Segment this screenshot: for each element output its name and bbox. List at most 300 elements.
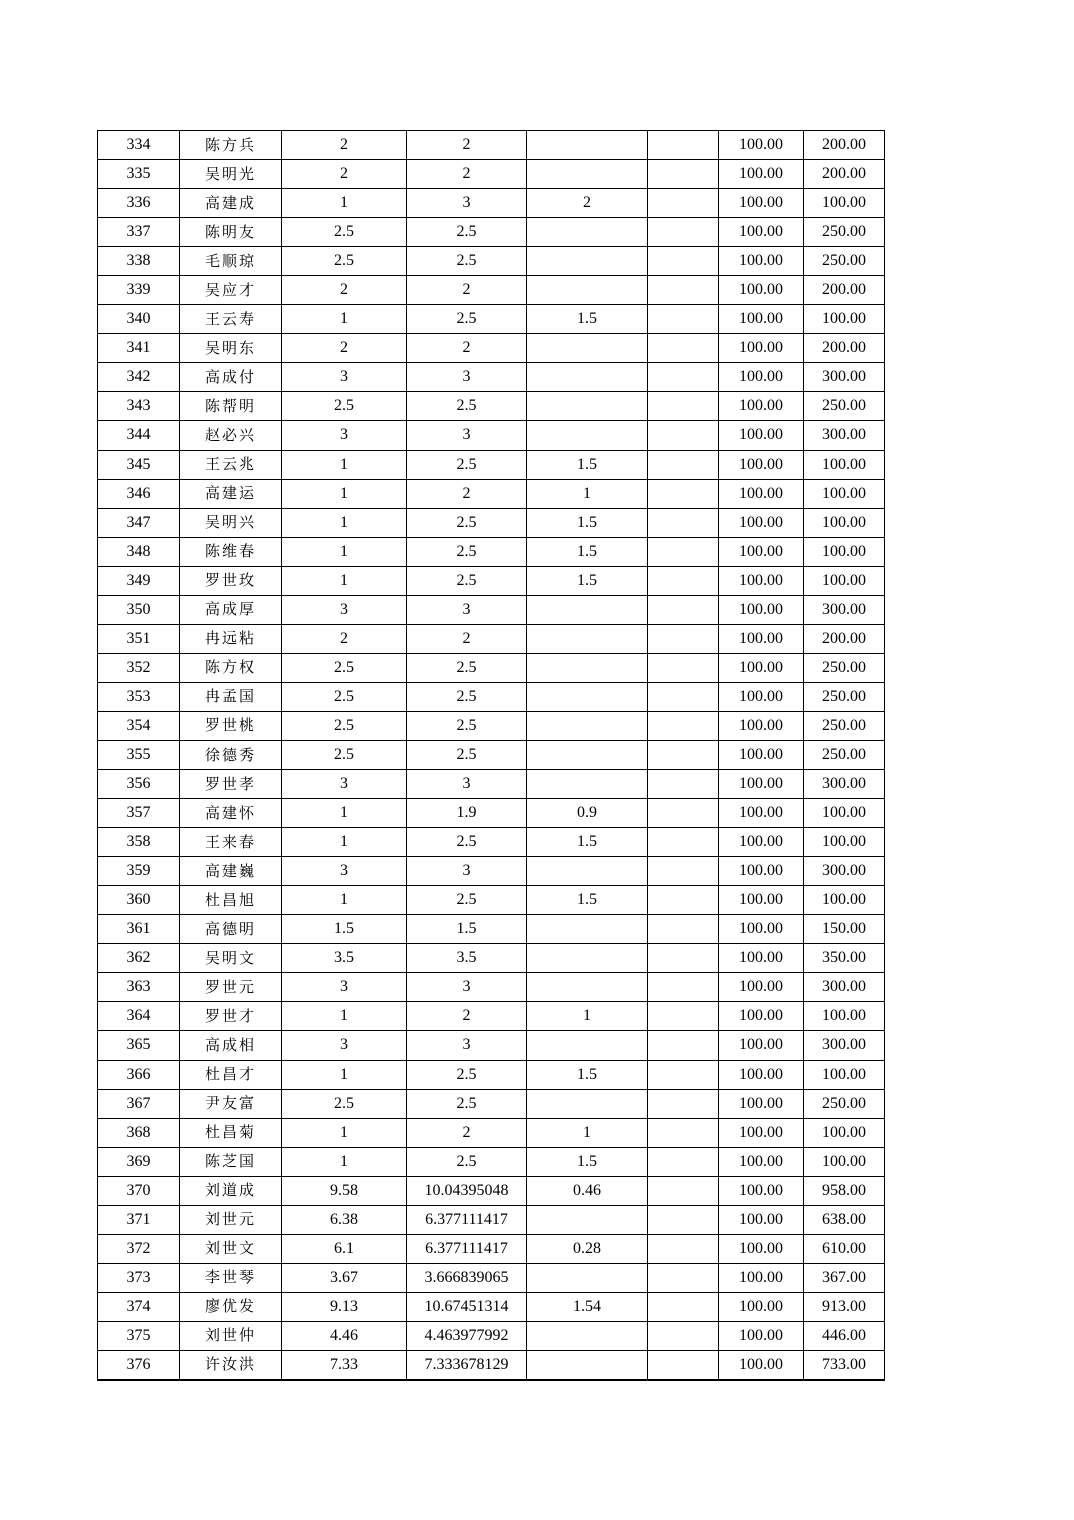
- amount-cell: 200.00: [804, 334, 885, 363]
- name-cell: 罗世元: [180, 973, 282, 1002]
- value-c-cell: [527, 392, 648, 421]
- rate-cell: 100.00: [719, 653, 804, 682]
- value-b-cell: 2.5: [407, 1089, 527, 1118]
- value-d-cell: [648, 508, 719, 537]
- row-number-cell: 368: [98, 1118, 180, 1147]
- name-cell: 冉远粘: [180, 624, 282, 653]
- table-row: [98, 392, 885, 421]
- value-a-cell: 1: [282, 828, 407, 857]
- row-number-cell: 354: [98, 711, 180, 740]
- value-c-cell: 1.5: [527, 566, 648, 595]
- table-row: [98, 334, 885, 363]
- rate-cell: 100.00: [719, 131, 804, 160]
- table-row: [98, 1147, 885, 1176]
- amount-cell: 250.00: [804, 1089, 885, 1118]
- value-c-cell: [527, 1263, 648, 1292]
- value-c-cell: 1.5: [527, 1060, 648, 1089]
- value-d-cell: [648, 392, 719, 421]
- name-cell: 吴明文: [180, 944, 282, 973]
- table-row: [98, 770, 885, 799]
- value-d-cell: [648, 682, 719, 711]
- value-a-cell: 1: [282, 305, 407, 334]
- name-cell: 杜昌旭: [180, 886, 282, 915]
- value-d-cell: [648, 1292, 719, 1321]
- name-cell: 陈方兵: [180, 131, 282, 160]
- value-b-cell: 2: [407, 479, 527, 508]
- amount-cell: 100.00: [804, 450, 885, 479]
- name-cell: 陈明友: [180, 218, 282, 247]
- amount-cell: 250.00: [804, 218, 885, 247]
- amount-cell: 100.00: [804, 537, 885, 566]
- amount-cell: 100.00: [804, 828, 885, 857]
- value-b-cell: 2.5: [407, 653, 527, 682]
- table-row: [98, 1205, 885, 1234]
- row-number-cell: 370: [98, 1176, 180, 1205]
- rate-cell: 100.00: [719, 1292, 804, 1321]
- value-b-cell: 2.5: [407, 566, 527, 595]
- value-a-cell: 2: [282, 276, 407, 305]
- rate-cell: 100.00: [719, 334, 804, 363]
- table-body: [98, 131, 885, 1381]
- rate-cell: 100.00: [719, 624, 804, 653]
- table-row: [98, 595, 885, 624]
- value-c-cell: 1.5: [527, 508, 648, 537]
- value-b-cell: 2.5: [407, 218, 527, 247]
- name-cell: 陈芝国: [180, 1147, 282, 1176]
- row-number-cell: 369: [98, 1147, 180, 1176]
- row-number-cell: 374: [98, 1292, 180, 1321]
- value-b-cell: 3.666839065: [407, 1263, 527, 1292]
- amount-cell: 150.00: [804, 915, 885, 944]
- value-b-cell: 3: [407, 1031, 527, 1060]
- row-number-cell: 372: [98, 1234, 180, 1263]
- rate-cell: 100.00: [719, 1321, 804, 1350]
- value-d-cell: [648, 1321, 719, 1350]
- rate-cell: 100.00: [719, 450, 804, 479]
- value-c-cell: [527, 1031, 648, 1060]
- name-cell: 陈方权: [180, 653, 282, 682]
- row-number-cell: 367: [98, 1089, 180, 1118]
- value-a-cell: 3.5: [282, 944, 407, 973]
- value-d-cell: [648, 1147, 719, 1176]
- rate-cell: 100.00: [719, 1350, 804, 1380]
- name-cell: 刘世文: [180, 1234, 282, 1263]
- table-row: [98, 160, 885, 189]
- row-number-cell: 356: [98, 770, 180, 799]
- amount-cell: 733.00: [804, 1350, 885, 1380]
- amount-cell: 100.00: [804, 305, 885, 334]
- value-a-cell: 1: [282, 1002, 407, 1031]
- value-b-cell: 2.5: [407, 508, 527, 537]
- value-b-cell: 10.04395048: [407, 1176, 527, 1205]
- rate-cell: 100.00: [719, 1263, 804, 1292]
- value-b-cell: 2.5: [407, 886, 527, 915]
- value-b-cell: 2: [407, 624, 527, 653]
- value-a-cell: 7.33: [282, 1350, 407, 1380]
- row-number-cell: 363: [98, 973, 180, 1002]
- rate-cell: 100.00: [719, 479, 804, 508]
- row-number-cell: 348: [98, 537, 180, 566]
- value-a-cell: 3: [282, 1031, 407, 1060]
- name-cell: 吴明光: [180, 160, 282, 189]
- table-row: [98, 915, 885, 944]
- value-a-cell: 1: [282, 886, 407, 915]
- value-a-cell: 3: [282, 595, 407, 624]
- value-d-cell: [648, 799, 719, 828]
- value-d-cell: [648, 1031, 719, 1060]
- table-row: [98, 1234, 885, 1263]
- name-cell: 罗世才: [180, 1002, 282, 1031]
- name-cell: 高德明: [180, 915, 282, 944]
- value-b-cell: 2.5: [407, 247, 527, 276]
- value-b-cell: 2.5: [407, 828, 527, 857]
- row-number-cell: 358: [98, 828, 180, 857]
- table-row: [98, 508, 885, 537]
- value-d-cell: [648, 1234, 719, 1263]
- table-row: [98, 682, 885, 711]
- value-b-cell: 2.5: [407, 450, 527, 479]
- value-d-cell: [648, 1118, 719, 1147]
- name-cell: 王云兆: [180, 450, 282, 479]
- value-a-cell: 3: [282, 421, 407, 450]
- name-cell: 吴明东: [180, 334, 282, 363]
- amount-cell: 250.00: [804, 711, 885, 740]
- table-row: [98, 857, 885, 886]
- value-b-cell: 2: [407, 160, 527, 189]
- value-d-cell: [648, 218, 719, 247]
- value-a-cell: 3: [282, 857, 407, 886]
- row-number-cell: 341: [98, 334, 180, 363]
- value-c-cell: [527, 857, 648, 886]
- row-number-cell: 335: [98, 160, 180, 189]
- value-a-cell: 1: [282, 1118, 407, 1147]
- name-cell: 许汝洪: [180, 1350, 282, 1380]
- value-b-cell: 2.5: [407, 682, 527, 711]
- name-cell: 罗世桃: [180, 711, 282, 740]
- value-a-cell: 6.38: [282, 1205, 407, 1234]
- row-number-cell: 349: [98, 566, 180, 595]
- value-d-cell: [648, 276, 719, 305]
- value-d-cell: [648, 131, 719, 160]
- rate-cell: 100.00: [719, 1234, 804, 1263]
- table-row: [98, 247, 885, 276]
- value-a-cell: 1: [282, 450, 407, 479]
- value-d-cell: [648, 653, 719, 682]
- amount-cell: 610.00: [804, 1234, 885, 1263]
- value-d-cell: [648, 973, 719, 1002]
- name-cell: 高成付: [180, 363, 282, 392]
- rate-cell: 100.00: [719, 828, 804, 857]
- rate-cell: 100.00: [719, 1002, 804, 1031]
- value-d-cell: [648, 1205, 719, 1234]
- amount-cell: 100.00: [804, 189, 885, 218]
- value-d-cell: [648, 886, 719, 915]
- table-row: [98, 973, 885, 1002]
- amount-cell: 446.00: [804, 1321, 885, 1350]
- row-number-cell: 371: [98, 1205, 180, 1234]
- amount-cell: 100.00: [804, 508, 885, 537]
- table-row: [98, 189, 885, 218]
- name-cell: 吴应才: [180, 276, 282, 305]
- amount-cell: 958.00: [804, 1176, 885, 1205]
- table-row: [98, 944, 885, 973]
- value-a-cell: 2.5: [282, 653, 407, 682]
- value-c-cell: [527, 334, 648, 363]
- amount-cell: 250.00: [804, 392, 885, 421]
- table-row: [98, 740, 885, 769]
- value-c-cell: [527, 1321, 648, 1350]
- value-a-cell: 2.5: [282, 1089, 407, 1118]
- rate-cell: 100.00: [719, 915, 804, 944]
- value-c-cell: [527, 247, 648, 276]
- row-number-cell: 361: [98, 915, 180, 944]
- value-a-cell: 1: [282, 566, 407, 595]
- name-cell: 高建巍: [180, 857, 282, 886]
- amount-cell: 200.00: [804, 624, 885, 653]
- value-c-cell: 1.54: [527, 1292, 648, 1321]
- name-cell: 李世琴: [180, 1263, 282, 1292]
- table-row: [98, 537, 885, 566]
- value-c-cell: [527, 131, 648, 160]
- name-cell: 高建怀: [180, 799, 282, 828]
- value-c-cell: 1.5: [527, 450, 648, 479]
- amount-cell: 200.00: [804, 160, 885, 189]
- amount-cell: 300.00: [804, 421, 885, 450]
- value-c-cell: 1.5: [527, 537, 648, 566]
- value-a-cell: 1: [282, 1147, 407, 1176]
- value-b-cell: 1.9: [407, 799, 527, 828]
- rate-cell: 100.00: [719, 1118, 804, 1147]
- table-row: [98, 1263, 885, 1292]
- value-a-cell: 1: [282, 537, 407, 566]
- value-c-cell: [527, 160, 648, 189]
- value-b-cell: 3: [407, 770, 527, 799]
- name-cell: 杜昌才: [180, 1060, 282, 1089]
- name-cell: 刘世元: [180, 1205, 282, 1234]
- value-b-cell: 3: [407, 973, 527, 1002]
- value-b-cell: 1.5: [407, 915, 527, 944]
- amount-cell: 200.00: [804, 131, 885, 160]
- value-c-cell: [527, 276, 648, 305]
- value-b-cell: 2.5: [407, 711, 527, 740]
- rate-cell: 100.00: [719, 392, 804, 421]
- value-b-cell: 2: [407, 276, 527, 305]
- value-c-cell: 2: [527, 189, 648, 218]
- table-row: [98, 711, 885, 740]
- row-number-cell: 364: [98, 1002, 180, 1031]
- amount-cell: 100.00: [804, 1147, 885, 1176]
- value-d-cell: [648, 334, 719, 363]
- row-number-cell: 365: [98, 1031, 180, 1060]
- value-c-cell: 1.5: [527, 1147, 648, 1176]
- name-cell: 高成厚: [180, 595, 282, 624]
- value-c-cell: [527, 740, 648, 769]
- value-b-cell: 3: [407, 189, 527, 218]
- table-row: [98, 1089, 885, 1118]
- value-c-cell: [527, 1089, 648, 1118]
- rate-cell: 100.00: [719, 421, 804, 450]
- value-d-cell: [648, 160, 719, 189]
- value-d-cell: [648, 189, 719, 218]
- value-d-cell: [648, 1176, 719, 1205]
- value-b-cell: 2: [407, 334, 527, 363]
- value-d-cell: [648, 1350, 719, 1380]
- row-number-cell: 360: [98, 886, 180, 915]
- value-d-cell: [648, 479, 719, 508]
- table-row: [98, 1060, 885, 1089]
- amount-cell: 367.00: [804, 1263, 885, 1292]
- rate-cell: 100.00: [719, 886, 804, 915]
- name-cell: 高建运: [180, 479, 282, 508]
- name-cell: 尹友富: [180, 1089, 282, 1118]
- table-row: [98, 1292, 885, 1321]
- value-d-cell: [648, 944, 719, 973]
- table-row: [98, 799, 885, 828]
- table-row: [98, 1350, 885, 1380]
- amount-cell: 300.00: [804, 595, 885, 624]
- value-d-cell: [648, 828, 719, 857]
- name-cell: 吴明兴: [180, 508, 282, 537]
- value-a-cell: 3: [282, 770, 407, 799]
- amount-cell: 100.00: [804, 799, 885, 828]
- value-b-cell: 2.5: [407, 305, 527, 334]
- value-c-cell: 1: [527, 1002, 648, 1031]
- value-b-cell: 3: [407, 421, 527, 450]
- row-number-cell: 343: [98, 392, 180, 421]
- row-number-cell: 352: [98, 653, 180, 682]
- name-cell: 高建成: [180, 189, 282, 218]
- rate-cell: 100.00: [719, 508, 804, 537]
- data-table: [97, 130, 885, 1381]
- rate-cell: 100.00: [719, 189, 804, 218]
- value-c-cell: [527, 711, 648, 740]
- table-row: [98, 653, 885, 682]
- value-a-cell: 9.13: [282, 1292, 407, 1321]
- name-cell: 杜昌菊: [180, 1118, 282, 1147]
- amount-cell: 350.00: [804, 944, 885, 973]
- value-b-cell: 3.5: [407, 944, 527, 973]
- row-number-cell: 345: [98, 450, 180, 479]
- value-a-cell: 2.5: [282, 682, 407, 711]
- value-c-cell: [527, 363, 648, 392]
- rate-cell: 100.00: [719, 944, 804, 973]
- value-d-cell: [648, 770, 719, 799]
- value-d-cell: [648, 1089, 719, 1118]
- row-number-cell: 355: [98, 740, 180, 769]
- amount-cell: 913.00: [804, 1292, 885, 1321]
- rate-cell: 100.00: [719, 160, 804, 189]
- value-b-cell: 2.5: [407, 1060, 527, 1089]
- value-c-cell: [527, 1205, 648, 1234]
- value-a-cell: 3: [282, 973, 407, 1002]
- row-number-cell: 338: [98, 247, 180, 276]
- value-d-cell: [648, 1002, 719, 1031]
- rate-cell: 100.00: [719, 305, 804, 334]
- rate-cell: 100.00: [719, 1147, 804, 1176]
- amount-cell: 300.00: [804, 1031, 885, 1060]
- value-a-cell: 3.67: [282, 1263, 407, 1292]
- name-cell: 王云寿: [180, 305, 282, 334]
- value-c-cell: [527, 770, 648, 799]
- row-number-cell: 366: [98, 1060, 180, 1089]
- name-cell: 罗世孝: [180, 770, 282, 799]
- value-c-cell: [527, 653, 648, 682]
- value-a-cell: 2.5: [282, 392, 407, 421]
- name-cell: 高成相: [180, 1031, 282, 1060]
- value-d-cell: [648, 624, 719, 653]
- value-b-cell: 4.463977992: [407, 1321, 527, 1350]
- value-d-cell: [648, 1263, 719, 1292]
- value-d-cell: [648, 450, 719, 479]
- rate-cell: 100.00: [719, 595, 804, 624]
- name-cell: 廖优发: [180, 1292, 282, 1321]
- value-d-cell: [648, 711, 719, 740]
- value-c-cell: 0.46: [527, 1176, 648, 1205]
- value-c-cell: [527, 973, 648, 1002]
- value-a-cell: 2.5: [282, 711, 407, 740]
- value-a-cell: 2: [282, 160, 407, 189]
- table-row: [98, 1176, 885, 1205]
- rate-cell: 100.00: [719, 770, 804, 799]
- amount-cell: 300.00: [804, 857, 885, 886]
- value-b-cell: 2: [407, 131, 527, 160]
- value-b-cell: 2: [407, 1002, 527, 1031]
- amount-cell: 250.00: [804, 740, 885, 769]
- amount-cell: 100.00: [804, 479, 885, 508]
- table-row: [98, 131, 885, 160]
- row-number-cell: 334: [98, 131, 180, 160]
- amount-cell: 250.00: [804, 682, 885, 711]
- row-number-cell: 346: [98, 479, 180, 508]
- rate-cell: 100.00: [719, 1089, 804, 1118]
- table-row: [98, 886, 885, 915]
- amount-cell: 300.00: [804, 973, 885, 1002]
- rate-cell: 100.00: [719, 857, 804, 886]
- value-d-cell: [648, 537, 719, 566]
- value-d-cell: [648, 595, 719, 624]
- value-d-cell: [648, 566, 719, 595]
- table-row: [98, 624, 885, 653]
- rate-cell: 100.00: [719, 276, 804, 305]
- value-b-cell: 2.5: [407, 1147, 527, 1176]
- amount-cell: 100.00: [804, 1060, 885, 1089]
- value-a-cell: 1: [282, 799, 407, 828]
- rate-cell: 100.00: [719, 1205, 804, 1234]
- rate-cell: 100.00: [719, 218, 804, 247]
- value-c-cell: 1.5: [527, 305, 648, 334]
- name-cell: 赵必兴: [180, 421, 282, 450]
- row-number-cell: 339: [98, 276, 180, 305]
- table-row: [98, 1002, 885, 1031]
- row-number-cell: 359: [98, 857, 180, 886]
- rate-cell: 100.00: [719, 566, 804, 595]
- value-a-cell: 9.58: [282, 1176, 407, 1205]
- name-cell: 冉孟国: [180, 682, 282, 711]
- rate-cell: 100.00: [719, 740, 804, 769]
- value-d-cell: [648, 740, 719, 769]
- value-b-cell: 6.377111417: [407, 1205, 527, 1234]
- value-a-cell: 2.5: [282, 740, 407, 769]
- table-row: [98, 450, 885, 479]
- amount-cell: 200.00: [804, 276, 885, 305]
- rate-cell: 100.00: [719, 537, 804, 566]
- value-b-cell: 2.5: [407, 740, 527, 769]
- value-d-cell: [648, 421, 719, 450]
- row-number-cell: 373: [98, 1263, 180, 1292]
- amount-cell: 300.00: [804, 770, 885, 799]
- value-b-cell: 2: [407, 1118, 527, 1147]
- value-c-cell: [527, 421, 648, 450]
